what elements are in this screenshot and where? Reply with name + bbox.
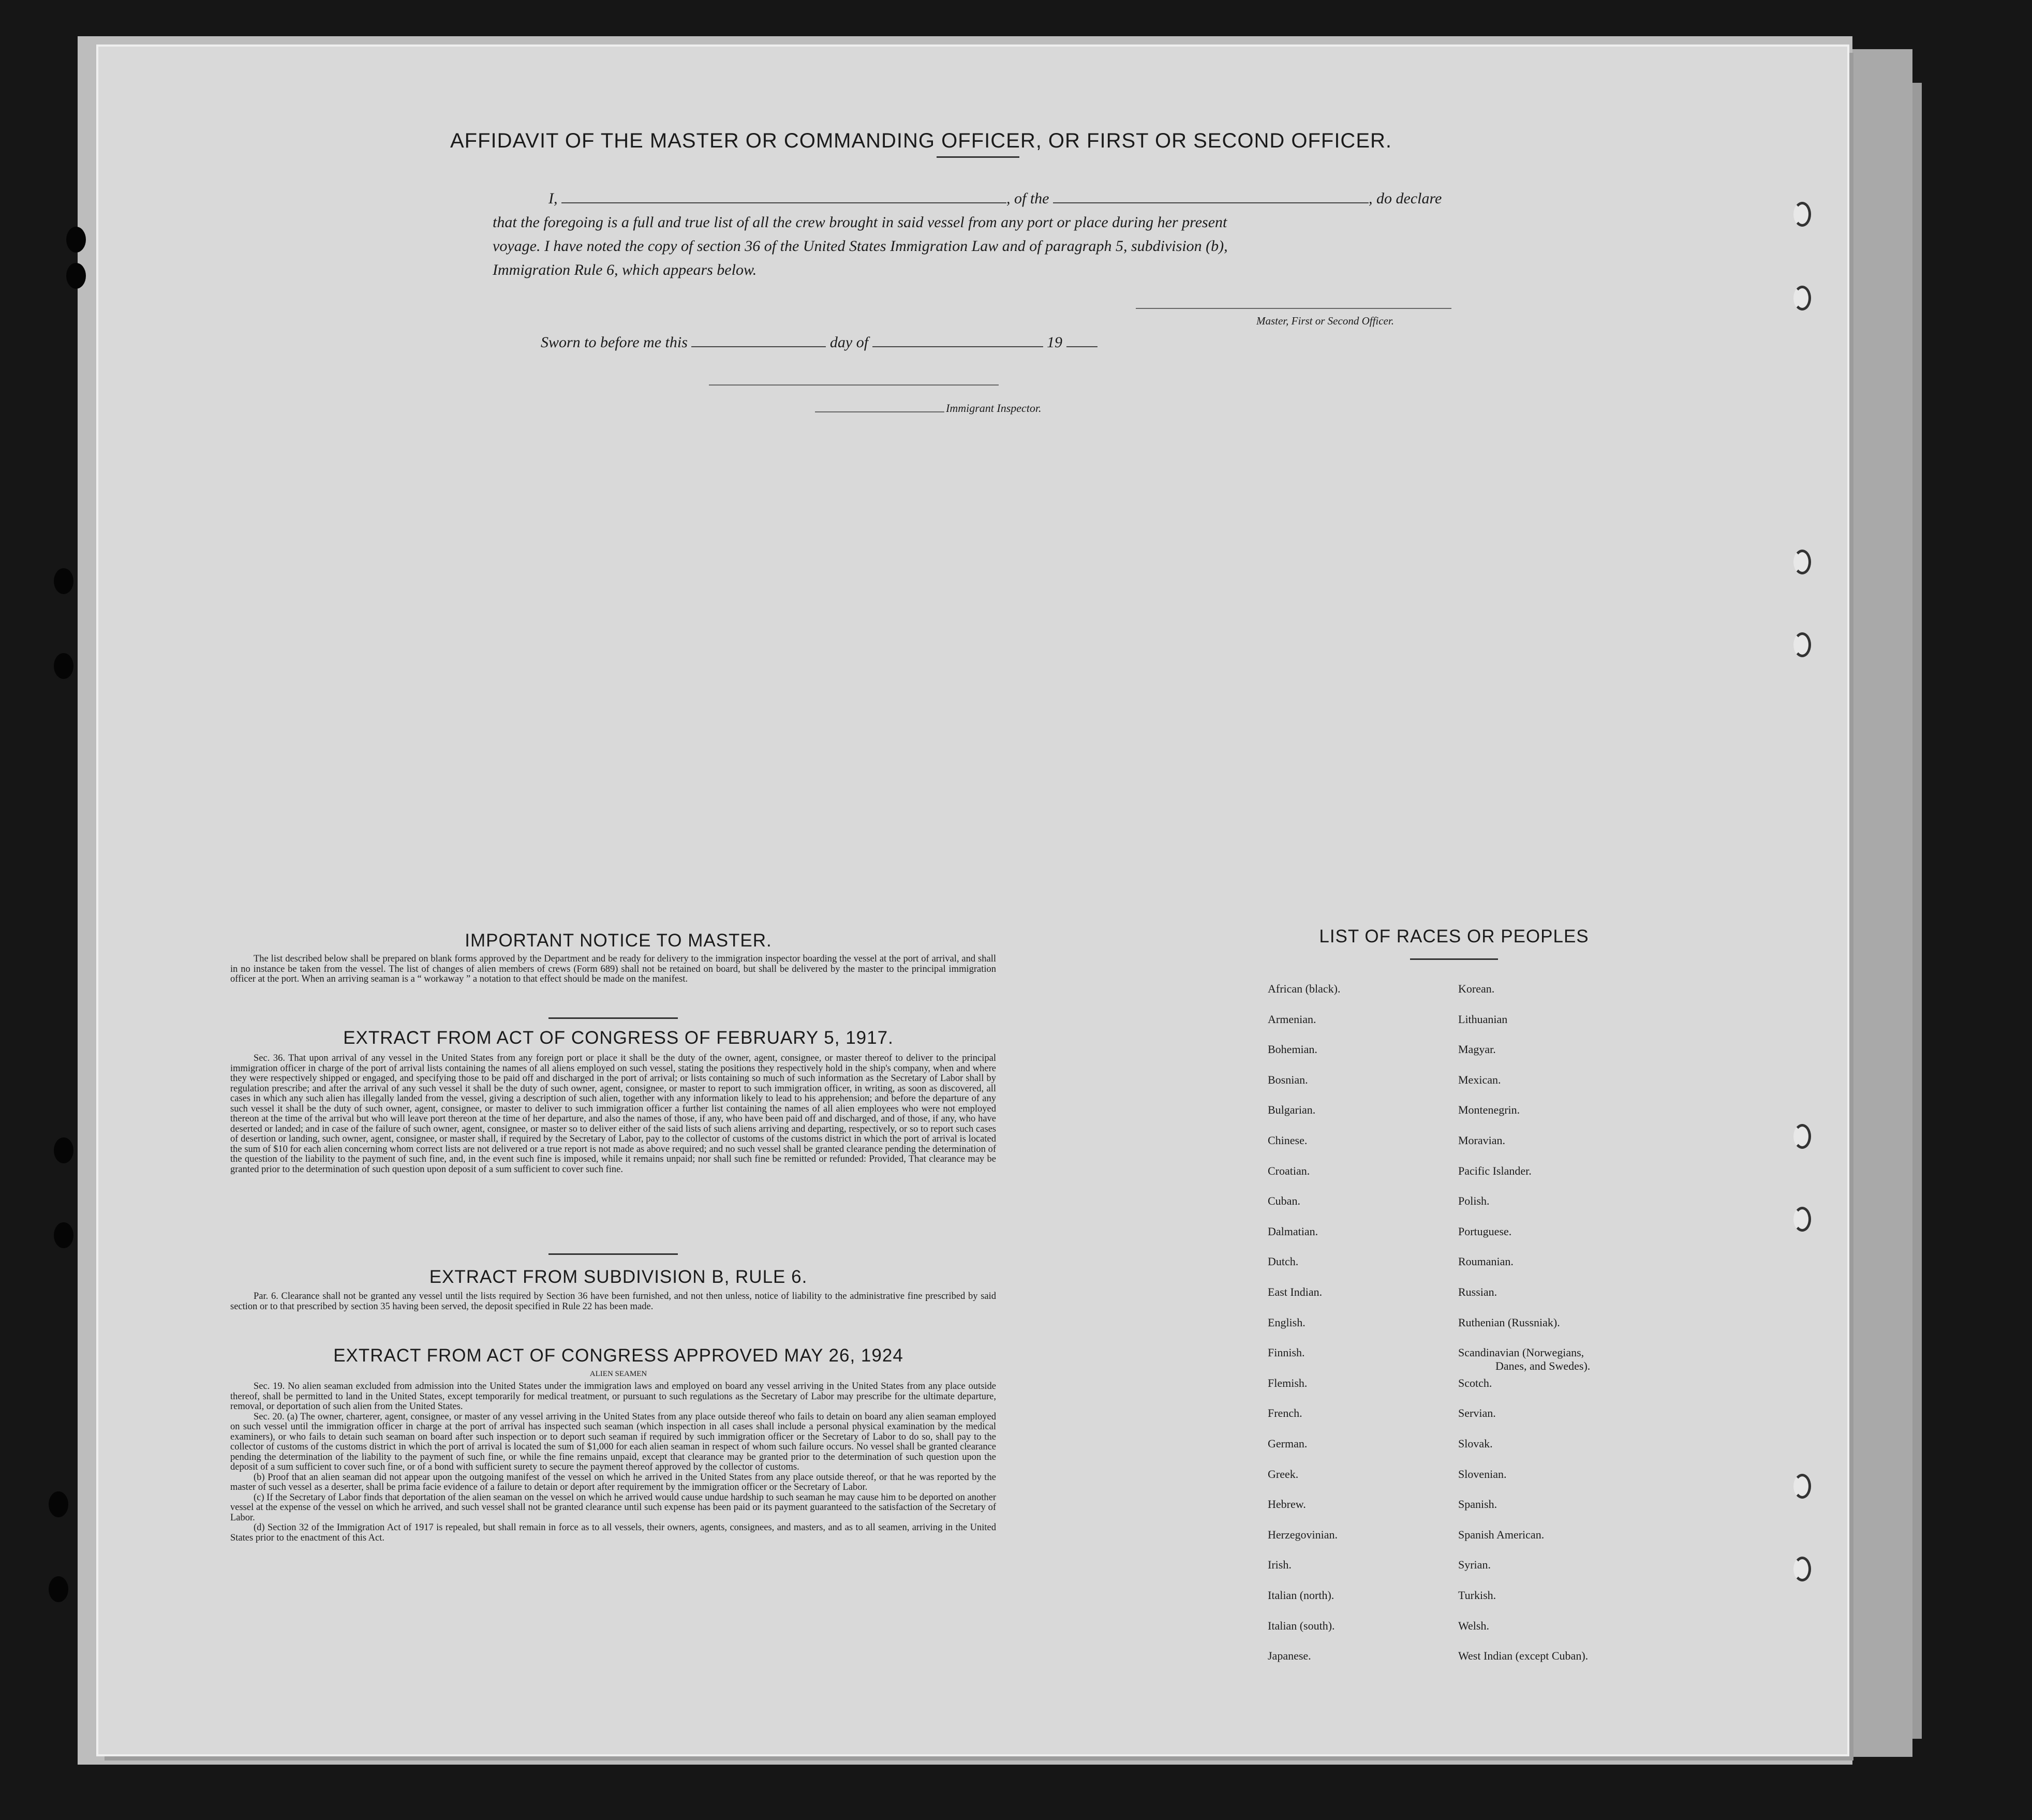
races-title: LIST OF RACES OR PEOPLES — [1319, 926, 1589, 946]
binder-ring — [1793, 1474, 1811, 1499]
race-item: Armenian. — [1268, 1012, 1316, 1026]
extract-1917-paragraph: Sec. 36. That upon arrival of any vessel in the United States from any foreign port or place it shall be the duty of the owner, agent, consignee, or master thereof to deliver to the principal immigration officer in charge of the port of arrival lists containing the names of all aliens employed on such vessel, stating the positions they respectively hold in the ship's company, when and where they were respectively shipped or engaged, and specifying those to be paid off and discharged in the port of arrival; or lists containing so much of such information as the Secretary of Labor shall by regulation prescribe; and after the arrival of any such vessel it shall be the duty of such owner, agent, consignee, or master to report to such immigration officer, in writing, as soon as discovered, all cases in which any such alien has illegally landed from the vessel, giving a description of such alien, together with any information likely to lead to his apprehension; and before the departure of any such vessel it shall be the duty of such owner, agent, consignee, or master to deliver to such immigration officer a further list containing the names of all alien employees who were not employed thereon at the time of the arrival but who will leave port thereon at the time of her departure, and also the names of those, if any, who have been paid off and discharged, and of those, if any, who have deserted or landed; and in case of the failure of such owner, agent, consignee, or master so to deliver either of the said lists of such aliens arriving and departing, respectively, or so to report such cases of desertion or landing, such owner, agent, consignee, or master shall, if required by the Secretary of Labor, pay to the collector of customs of the customs district in which the port of arrival is located the sum of $10 for each alien concerning whom correct lists are not delivered or a true report is not made as above required; and no such vessel shall be granted clearance pending the determination of the question of the liability to the payment of such fine, and, in the event such fine is imposed, while it remains unpaid; nor shall such fine be remitted or refunded: Provided, That clearance may be granted prior to the determination of such question upon deposit of a sum sufficient to cover such fine. — [230, 1053, 996, 1175]
master-signature-line[interactable] — [1136, 308, 1451, 309]
extract-1917-title: EXTRACT FROM ACT OF CONGRESS OF FEBRUARY 5, 1917. — [343, 1028, 894, 1048]
race-item: German. — [1268, 1437, 1308, 1450]
race-item: Croatian. — [1268, 1164, 1310, 1177]
race-item: Syrian. — [1458, 1558, 1491, 1572]
binder-hole — [66, 263, 86, 289]
race-item: Spanish American. — [1458, 1528, 1545, 1541]
race-item: Montenegrin. — [1458, 1103, 1520, 1117]
extract-1924-sec20a: Sec. 20. (a) The owner, charterer, agent, consignee, or master of any vessel arriving in the United States from any place outside thereof who fails to detain on board any alien seaman employed on such vessel until the immigration officer in charge at the port of arrival has inspected such seaman (which inspection in all cases shall include a personal physical examination by the medical examiners), or who fails to detain such seaman on board after such inspection or to deport such seaman if required by such immigration officer or the Secretary of Labor to do so, shall pay to the collector of customs of the customs district in which the port of arrival is located the sum of $1,000 for each alien seaman in respect of whom such failure occurs. No vessel shall be granted clearance pending the determination of the liability to the payment of such fine, or while the fine remains unpaid, except that clearance may be granted prior to the determination of such question upon the deposit of a sum sufficient to cover such fine, or of a bond with sufficient surety to secure the payment thereof approved by the collector of customs. — [230, 1411, 996, 1472]
race-item: Moravian. — [1458, 1134, 1506, 1147]
sworn-day-of: day of — [829, 334, 869, 351]
race-item: Slovak. — [1458, 1437, 1493, 1450]
race-item: Mexican. — [1458, 1073, 1501, 1086]
race-item: Danes, and Swedes). — [1495, 1359, 1591, 1373]
race-item: Finnish. — [1268, 1346, 1305, 1359]
declaration-line-4: Immigration Rule 6, which appears below. — [493, 261, 757, 278]
declarant-name-field[interactable] — [561, 202, 1006, 203]
binder-ring — [1793, 632, 1811, 657]
race-item: English. — [1268, 1315, 1306, 1329]
sworn-month-field[interactable] — [872, 346, 1043, 347]
affidavit-title: AFFIDAVIT OF THE MASTER OR COMMANDING OFFICER, OR FIRST OR SECOND OFFICER. — [450, 129, 1392, 152]
extract-rule6-title: EXTRACT FROM SUBDIVISION B, RULE 6. — [429, 1267, 808, 1287]
binder-ring — [1793, 202, 1811, 227]
race-item: Japanese. — [1268, 1649, 1311, 1663]
sworn-line — [541, 334, 1097, 351]
binder-hole — [49, 1576, 68, 1602]
race-item: Irish. — [1268, 1558, 1292, 1572]
race-item: Flemish. — [1268, 1376, 1308, 1389]
notice-paragraph: The list described below shall be prepared on blank forms approved by the Department and be ready for delivery to the immigration inspector boarding the vessel at the port of arrival, and shall in no instance be taken from the vessel. The list of changes of alien members of crews (Form 689) shall not be retained on board, but shall be delivered by the master to the principal immigration officer at the port. When an arriving seaman is a “ workaway ” a notation to that effect should be made on the manifest. — [230, 954, 996, 984]
race-item: Hebrew. — [1268, 1498, 1306, 1511]
race-item: Welsh. — [1458, 1619, 1489, 1632]
extract-1924-subtitle: ALIEN SEAMEN — [589, 1370, 647, 1378]
inspector-signature-line[interactable] — [815, 411, 944, 412]
declaration-i: I, — [548, 190, 558, 207]
binder-ring — [1793, 1207, 1811, 1232]
extract-1924-body — [230, 1382, 996, 1543]
declaration-do-declare: , do declare — [1369, 190, 1442, 207]
binder-hole — [66, 227, 86, 253]
extract-1924-title: EXTRACT FROM ACT OF CONGRESS APPROVED MAY 26, 1924 — [333, 1345, 903, 1366]
binder-hole — [54, 653, 73, 679]
race-item: Dalmatian. — [1268, 1224, 1318, 1238]
race-item: African (black). — [1268, 982, 1341, 995]
race-item: Roumanian. — [1458, 1255, 1514, 1268]
race-item: Italian (north). — [1268, 1589, 1334, 1602]
race-item: French. — [1268, 1407, 1302, 1420]
race-item: Scandinavian (Norwegians, — [1458, 1346, 1584, 1359]
race-item: Cuban. — [1268, 1194, 1300, 1208]
section-divider — [548, 1017, 678, 1019]
notice-body — [230, 954, 996, 985]
race-item: Bosnian. — [1268, 1073, 1308, 1086]
race-item: Chinese. — [1268, 1134, 1308, 1147]
race-item: Greek. — [1268, 1467, 1299, 1481]
binder-hole — [54, 568, 73, 594]
binder-hole — [54, 1222, 73, 1248]
race-item: East Indian. — [1268, 1285, 1323, 1298]
race-item: Pacific Islander. — [1458, 1164, 1532, 1177]
notice-title: IMPORTANT NOTICE TO MASTER. — [465, 930, 772, 951]
sworn-year-prefix: 19 — [1047, 334, 1063, 351]
race-item: Italian (south). — [1268, 1619, 1335, 1632]
race-item: Magyar. — [1458, 1043, 1496, 1056]
race-item: Spanish. — [1458, 1498, 1497, 1511]
title-divider — [937, 156, 1019, 158]
race-item: Scotch. — [1458, 1376, 1492, 1389]
sworn-text: Sworn to before me this — [541, 334, 688, 351]
extract-1924-sec20b: (b) Proof that an alien seaman did not appear upon the outgoing manifest of the vessel on which he arrived in the United States from any place outside thereof, or that he was reported by the master of such vessel as a deserter, shall be prima facie evidence of a failure to detain or deport after requirement by the immigration officer or the Secretary of Labor. — [230, 1472, 996, 1492]
race-item: Korean. — [1458, 982, 1495, 995]
race-item: West Indian (except Cuban). — [1458, 1649, 1589, 1663]
races-divider — [1410, 958, 1498, 960]
sworn-year-field[interactable] — [1066, 346, 1097, 347]
declaration-line-2: that the foregoing is a full and true list of all the crew brought in said vessel from any port or place during her present — [493, 214, 1227, 231]
sworn-day-field[interactable] — [691, 346, 826, 347]
binder-ring — [1793, 1124, 1811, 1149]
binder-hole — [54, 1137, 73, 1163]
race-item: Slovenian. — [1458, 1467, 1507, 1481]
race-item: Herzegovinian. — [1268, 1528, 1338, 1541]
binder-ring — [1793, 1557, 1811, 1581]
master-signature-label: Master, First or Second Officer. — [1256, 315, 1394, 327]
vessel-name-field[interactable] — [1053, 202, 1369, 203]
race-item: Portuguese. — [1458, 1224, 1512, 1238]
binder-hole — [49, 1491, 68, 1517]
section-divider — [548, 1253, 678, 1255]
race-item: Servian. — [1458, 1407, 1496, 1420]
race-item: Bohemian. — [1268, 1043, 1317, 1056]
declaration-of-the: , of the — [1006, 190, 1049, 207]
race-item: Lithuanian — [1458, 1012, 1508, 1026]
extract-1924-sec20c: (c) If the Secretary of Labor finds that deportation of the alien seaman on the vessel on which he arrived would cause undue hardship to such seaman he may cause him to be deported on another vessel at the expense of the vessel on which he arrived, and such vessel shall not be granted clearance until such expense has been paid or its payment guaranteed to the satisfaction of the Secretary of Labor. — [230, 1492, 996, 1523]
extract-1924-sec19: Sec. 19. No alien seaman excluded from admission into the United States under the immigration laws and employed on board any vessel arriving in the United States from any place outside thereof, shall be permitted to land in the United States, except temporarily for medical treatment, or pursuant to such regulations as the Secretary of Labor may prescribe for the ultimate departure, removal, or deportation of such alien from the United States. — [230, 1381, 996, 1412]
race-item: Russian. — [1458, 1285, 1497, 1298]
race-item: Turkish. — [1458, 1589, 1496, 1602]
extract-1924-sec20d: (d) Section 32 of the Immigration Act of 1917 is repealed, but shall remain in force as to all vessels, their owners, agents, consignees, and masters, and as to all seamen, arriving in the United States prior to the enactment of this Act. — [230, 1522, 996, 1543]
binder-ring — [1793, 286, 1811, 310]
extract-1917-body — [230, 1054, 996, 1175]
binder-ring — [1793, 550, 1811, 574]
race-item: Bulgarian. — [1268, 1103, 1316, 1117]
race-item: Dutch. — [1268, 1255, 1299, 1268]
extract-rule6-paragraph: Par. 6. Clearance shall not be granted any vessel until the lists required by Section 36 have been furnished, and not then unless, notice of liability to the administrative fine prescribed by said section or to that prescribed by section 35 having been served, the deposit specified in Rule 22 has been made. — [230, 1291, 996, 1312]
race-item: Polish. — [1458, 1194, 1490, 1208]
declaration-line-3: voyage. I have noted the copy of section 36 of the United States Immigration Law and of paragraph 5, subdivision (b), — [493, 238, 1228, 255]
inspector-signature-line-top[interactable] — [709, 384, 999, 386]
race-item: Ruthenian (Russniak). — [1458, 1315, 1560, 1329]
extract-rule6-body — [230, 1292, 996, 1312]
inspector-label: Immigrant Inspector. — [946, 402, 1042, 415]
